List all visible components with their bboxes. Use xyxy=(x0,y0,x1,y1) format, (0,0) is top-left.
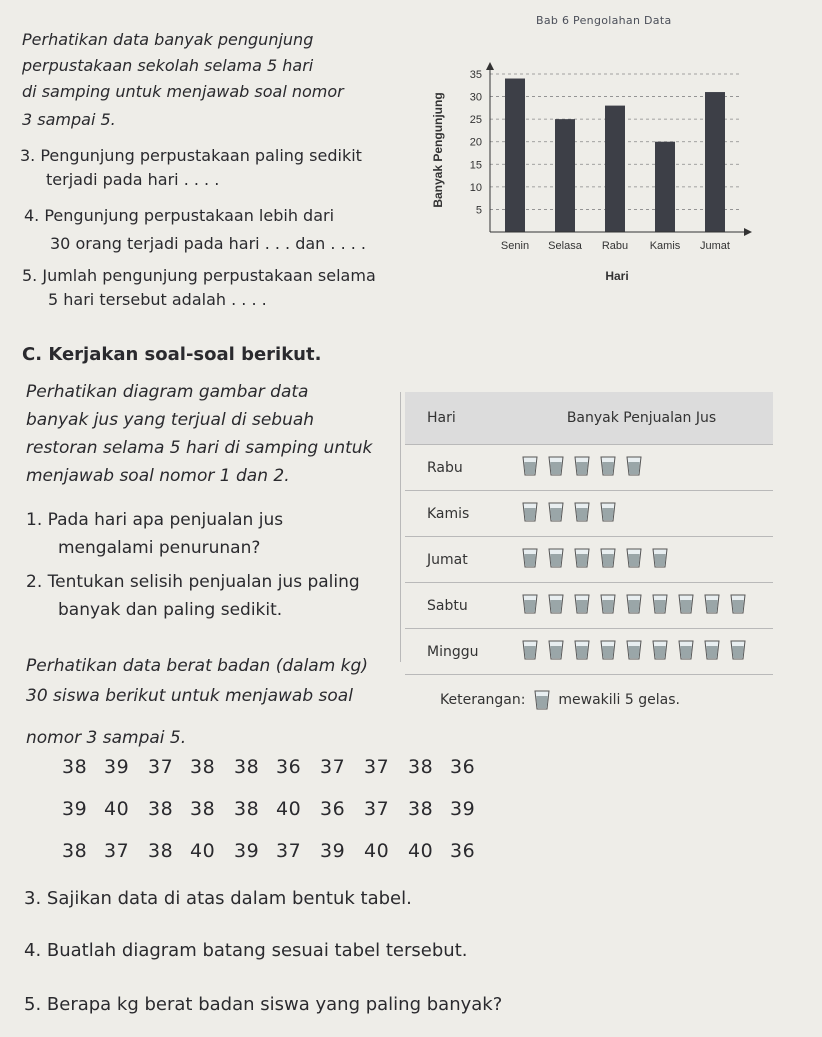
table-row xyxy=(405,491,773,537)
glass-icon xyxy=(574,456,590,480)
weight-value: 37 xyxy=(320,756,346,778)
x-tick-label: Senin xyxy=(500,240,530,252)
intro-c-line-2: banyak jus yang terjual di sebuah xyxy=(26,410,315,430)
y-axis-label: Banyak Pengunjung xyxy=(431,92,445,208)
glass-icon xyxy=(600,456,616,480)
x-tick-label: Kamis xyxy=(649,240,681,252)
weight-value: 39 xyxy=(450,798,476,820)
glass-icon xyxy=(600,502,616,526)
intro-b-line-3: di samping untuk menjawab soal nomor xyxy=(22,82,344,101)
glass-icon xyxy=(600,594,616,618)
weight-value: 38 xyxy=(234,756,260,778)
row-glasses xyxy=(510,583,773,629)
bar-senin xyxy=(505,79,525,232)
row-day: Jumat xyxy=(405,537,510,583)
row-glasses xyxy=(510,629,773,675)
glass-icon xyxy=(600,548,616,572)
x-axis-arrow xyxy=(744,228,752,236)
question-5b-line-1: 5. Jumlah pengunjung perpustakaan selama xyxy=(22,266,376,285)
y-tick-label: 10 xyxy=(469,181,482,194)
glass-icon xyxy=(730,640,746,664)
glass-icon xyxy=(678,640,694,664)
glass-icon xyxy=(600,640,616,664)
intro-weight-line-3: nomor 3 sampai 5. xyxy=(26,728,187,748)
glass-icon xyxy=(626,456,642,480)
glass-icon xyxy=(574,502,590,526)
x-tick-label: Jumat xyxy=(700,240,730,252)
weight-value: 40 xyxy=(364,840,390,862)
bar-rabu xyxy=(605,106,625,232)
glass-icon xyxy=(626,594,642,618)
glass-icon xyxy=(730,594,746,618)
glass-icon xyxy=(548,548,564,572)
weight-value: 38 xyxy=(234,798,260,820)
question-1c-line-2: mengalami penurunan? xyxy=(58,538,261,558)
glass-icon xyxy=(704,640,720,664)
question-2c-line-1: 2. Tentukan selisih penjualan jus paling xyxy=(26,572,360,592)
question-5b-line-2: 5 hari tersebut adalah . . . . xyxy=(48,290,267,309)
row-day: Kamis xyxy=(405,491,510,537)
weight-value: 38 xyxy=(62,840,88,862)
weight-value: 38 xyxy=(148,798,174,820)
weight-value: 38 xyxy=(190,756,216,778)
glass-icon xyxy=(574,594,590,618)
bar-jumat xyxy=(705,92,725,232)
question-3b-line-2: terjadi pada hari . . . . xyxy=(46,170,220,189)
glass-icon xyxy=(522,548,538,572)
glass-icon xyxy=(652,548,668,572)
weight-value: 39 xyxy=(234,840,260,862)
glass-icon xyxy=(522,456,538,480)
juice-pictograph-table xyxy=(405,392,773,675)
visitor-bar-chart xyxy=(420,50,760,290)
question-1c-line-1: 1. Pada hari apa penjualan jus xyxy=(26,510,284,530)
glass-icon xyxy=(534,690,550,710)
weight-value: 38 xyxy=(408,756,434,778)
glass-icon xyxy=(678,594,694,618)
bar-kamis xyxy=(655,142,675,232)
glass-icon xyxy=(522,594,538,618)
weight-value: 37 xyxy=(104,840,130,862)
table-row xyxy=(405,445,773,491)
weight-value: 38 xyxy=(148,840,174,862)
glass-icon xyxy=(652,640,668,664)
glass-icon xyxy=(652,594,668,618)
weight-value: 39 xyxy=(104,756,130,778)
glass-icon xyxy=(574,548,590,572)
bar-selasa xyxy=(555,119,575,232)
row-glasses xyxy=(510,491,773,537)
question-4w: 4. Buatlah diagram batang sesuai tabel tersebut. xyxy=(24,940,468,961)
glass-icon xyxy=(548,594,564,618)
question-2c-line-2: banyak dan paling sedikit. xyxy=(58,600,283,620)
weight-value: 36 xyxy=(450,756,476,778)
table-left-border xyxy=(400,392,401,662)
weight-value: 36 xyxy=(320,798,346,820)
weight-value: 38 xyxy=(408,798,434,820)
row-day: Rabu xyxy=(405,445,510,491)
intro-weight-line-2: 30 siswa berikut untuk menjawab soal xyxy=(26,686,353,706)
glass-icon xyxy=(626,548,642,572)
legend-text: mewakili 5 gelas. xyxy=(558,692,680,708)
x-tick-label: Rabu xyxy=(601,240,629,252)
row-glasses xyxy=(510,537,773,583)
y-tick-label: 35 xyxy=(469,69,482,81)
weight-value: 36 xyxy=(450,840,476,862)
row-day: Minggu xyxy=(405,629,510,675)
question-4b-line-1: 4. Pengunjung perpustakaan lebih dari xyxy=(24,206,335,225)
legend-label: Keterangan: xyxy=(440,692,526,708)
y-tick-label: 5 xyxy=(475,204,482,217)
pictograph-legend xyxy=(440,690,680,710)
header-sales: Banyak Penjualan Jus xyxy=(510,392,773,445)
intro-b-line-2: perpustakaan sekolah selama 5 hari xyxy=(22,56,314,75)
y-tick-label: 15 xyxy=(469,159,482,172)
weight-value: 37 xyxy=(364,798,390,820)
glass-icon xyxy=(522,502,538,526)
intro-c-line-4: menjawab soal nomor 1 dan 2. xyxy=(26,466,290,486)
table-row xyxy=(405,629,773,675)
intro-c-line-3: restoran selama 5 hari di samping untuk xyxy=(26,438,373,458)
table-row xyxy=(405,537,773,583)
intro-c-line-1: Perhatikan diagram gambar data xyxy=(26,382,309,402)
question-4b-line-2: 30 orang terjadi pada hari . . . dan . . . . xyxy=(50,234,366,253)
glass-icon xyxy=(548,456,564,480)
table-row xyxy=(405,583,773,629)
question-3w: 3. Sajikan data di atas dalam bentuk tabel. xyxy=(24,888,412,909)
section-c-heading: C. Kerjakan soal-soal berikut. xyxy=(22,344,322,365)
weight-value: 40 xyxy=(104,798,130,820)
chapter-header: Bab 6 Pengolahan Data xyxy=(536,14,672,27)
weight-value: 37 xyxy=(364,756,390,778)
weight-value: 40 xyxy=(276,798,302,820)
glass-icon xyxy=(704,594,720,618)
weight-value: 36 xyxy=(276,756,302,778)
table-header-row xyxy=(405,392,773,445)
x-tick-label: Selasa xyxy=(548,240,582,252)
y-tick-label: 20 xyxy=(469,136,482,149)
row-glasses xyxy=(510,445,773,491)
intro-b-line-4: 3 sampai 5. xyxy=(22,110,116,129)
glass-icon xyxy=(548,502,564,526)
weight-value: 38 xyxy=(62,756,88,778)
weight-value: 38 xyxy=(190,798,216,820)
weight-value: 37 xyxy=(148,756,174,778)
y-axis-arrow xyxy=(486,62,494,70)
question-5w: 5. Berapa kg berat badan siswa yang paling banyak? xyxy=(24,994,503,1015)
weight-value: 37 xyxy=(276,840,302,862)
glass-icon xyxy=(548,640,564,664)
y-tick-label: 25 xyxy=(469,114,482,127)
glass-icon xyxy=(626,640,642,664)
x-axis-label: Hari xyxy=(605,269,629,283)
y-tick-label: 30 xyxy=(469,91,482,104)
glass-icon xyxy=(574,640,590,664)
weight-value: 40 xyxy=(408,840,434,862)
intro-weight-line-1: Perhatikan data berat badan (dalam kg) xyxy=(26,656,368,676)
glass-icon xyxy=(522,640,538,664)
weight-value: 39 xyxy=(62,798,88,820)
question-3b-line-1: 3. Pengunjung perpustakaan paling sedikit xyxy=(20,146,362,165)
row-day: Sabtu xyxy=(405,583,510,629)
weight-value: 39 xyxy=(320,840,346,862)
weight-value: 40 xyxy=(190,840,216,862)
intro-b-line-1: Perhatikan data banyak pengunjung xyxy=(22,30,314,49)
header-day: Hari xyxy=(405,392,510,445)
